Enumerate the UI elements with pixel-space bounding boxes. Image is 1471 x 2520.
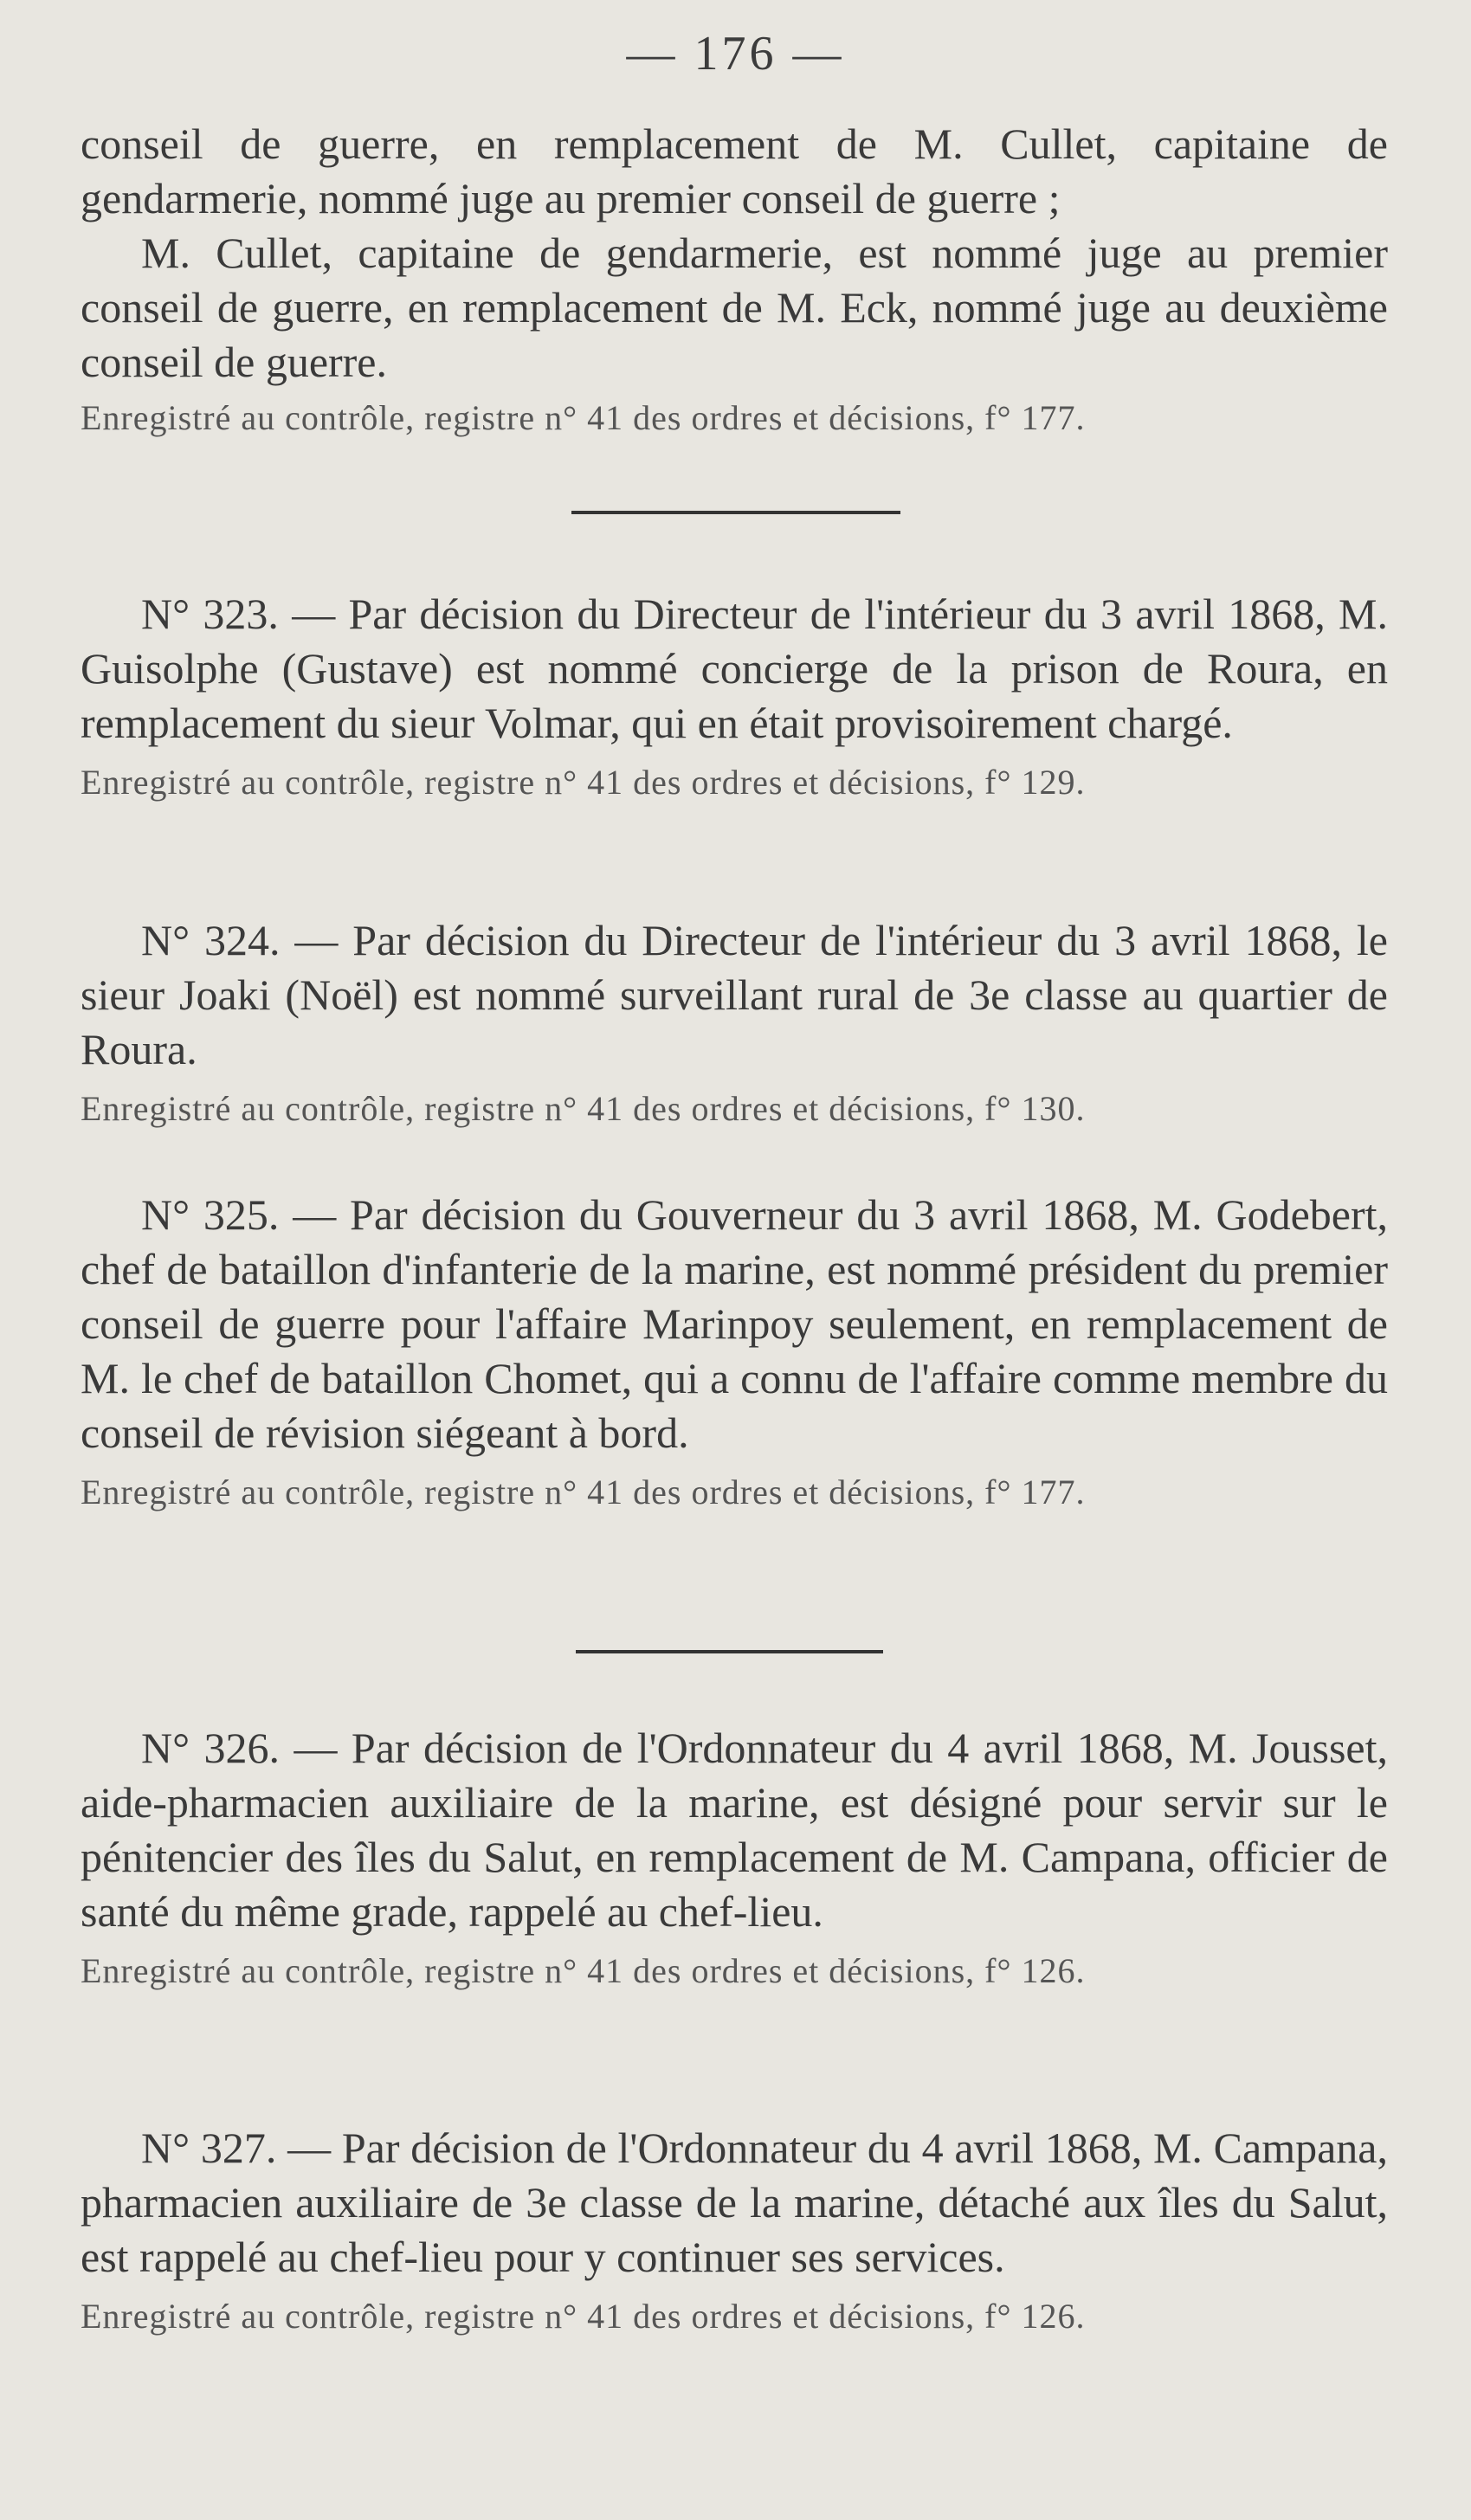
intro-paragraph-2: M. Cullet, capitaine de gendarmerie, est nommé juge au premier conseil de guerre, en remplacement de M. Eck, nommé juge au deuxième conseil de guerre. bbox=[81, 229, 1388, 386]
decision-entry-327 bbox=[81, 2121, 1388, 2338]
decision-text: N° 323. — Par décision du Directeur de l'intérieur du 3 avril 1868, M. Guisolphe (Gustave) est nommé concierge de la prison de Roura, en remplacement du sieur Volmar, qui en était provisoirement chargé. bbox=[81, 590, 1388, 747]
decision-record: Enregistré au contrôle, registre n° 41 des ordres et décisions, f° 126. bbox=[81, 2297, 1086, 2336]
decision-record: Enregistré au contrôle, registre n° 41 des ordres et décisions, f° 126. bbox=[81, 1951, 1086, 1990]
section-divider bbox=[576, 1650, 883, 1653]
decision-text: N° 324. — Par décision du Directeur de l'intérieur du 3 avril 1868, le sieur Joaki (Noël) est nommé surveillant rural de 3e classe au quartier de Roura. bbox=[81, 916, 1388, 1073]
decision-entry-325 bbox=[81, 1188, 1388, 1514]
decision-text: N° 327. — Par décision de l'Ordonnateur du 4 avril 1868, M. Campana, pharmacien auxiliaire de 3e classe de la marine, détaché aux îles du Salut, est rappelé au chef-lieu pour y continuer ses services. bbox=[81, 2124, 1388, 2281]
section-divider bbox=[571, 511, 900, 514]
intro-section bbox=[81, 117, 1388, 440]
decision-entry-324 bbox=[81, 913, 1388, 1131]
intro-paragraph-1: conseil de guerre, en remplacement de M. Cullet, capitaine de gendarmerie, nommé juge au premier conseil de guerre ; bbox=[81, 119, 1388, 222]
page-number: — 176 — bbox=[626, 27, 845, 81]
decision-text: N° 325. — Par décision du Gouverneur du 3 avril 1868, M. Godebert, chef de bataillon d'infanterie de la marine, est nommé président du premier conseil de guerre pour l'affaire Marinpoy seulement, en remplacement de M. le chef de bataillon Chomet, qui a connu de l'affaire comme membre du conseil de révision siégeant à bord. bbox=[81, 1190, 1388, 1457]
decision-record: Enregistré au contrôle, registre n° 41 des ordres et décisions, f° 130. bbox=[81, 1089, 1086, 1128]
intro-record: Enregistré au contrôle, registre n° 41 des ordres et décisions, f° 177. bbox=[81, 398, 1086, 437]
decision-text: N° 326. — Par décision de l'Ordonnateur du 4 avril 1868, M. Jousset, aide-pharmacien auxiliaire de la marine, est désigné pour servir sur le pénitencier des îles du Salut, en remplacement de M. Campana, officier de santé du même grade, rappelé au chef-lieu. bbox=[81, 1724, 1388, 1936]
decision-entry-326 bbox=[81, 1721, 1388, 1993]
decision-entry-323 bbox=[81, 587, 1388, 804]
decision-record: Enregistré au contrôle, registre n° 41 des ordres et décisions, f° 129. bbox=[81, 763, 1086, 802]
decision-record: Enregistré au contrôle, registre n° 41 des ordres et décisions, f° 177. bbox=[81, 1473, 1086, 1511]
